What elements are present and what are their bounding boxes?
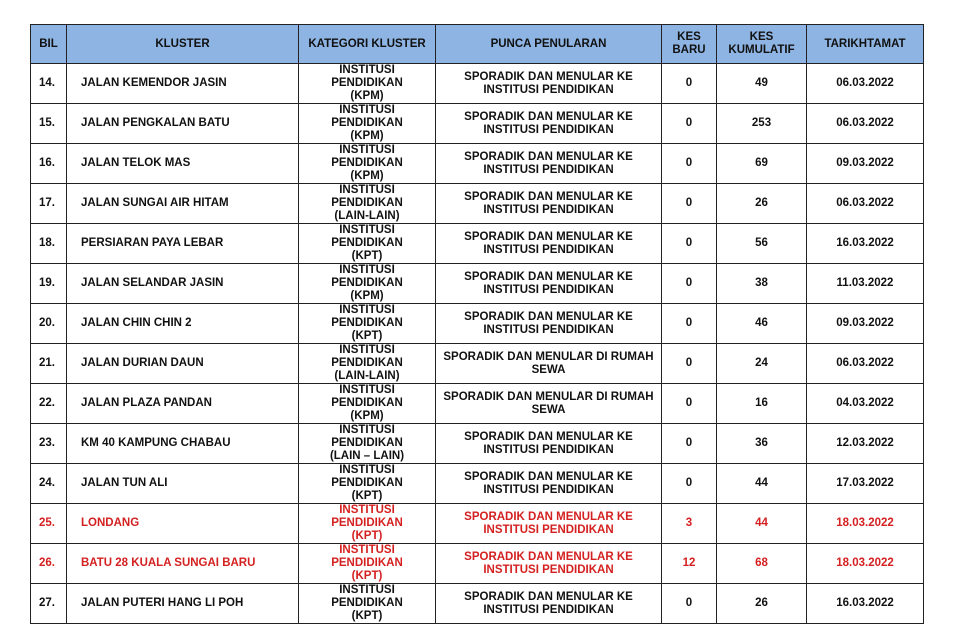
header-kategori: KATEGORI KLUSTER (299, 25, 436, 64)
tarikh-tamat-cell: 16.03.2022 (807, 224, 924, 264)
bil-cell: 21. (31, 344, 67, 384)
kluster-cell: JALAN DURIAN DAUN (67, 344, 299, 384)
kategori-cell-line: (LAIN-LAIN) (334, 210, 400, 222)
header-bil: BIL (31, 25, 67, 64)
kategori-cell-line: (KPT) (351, 330, 383, 342)
kategori-cell-line: (KPT) (351, 490, 383, 502)
table-row (31, 344, 924, 384)
kategori-cell (299, 304, 436, 344)
kes-kumulatif-cell: 69 (717, 144, 807, 184)
kes-baru-cell: 12 (662, 544, 717, 584)
header-kes-kumulatif: KES KUMULATIF (717, 25, 807, 64)
punca-cell-line: INSTITUSI PENDIDIKAN (483, 563, 614, 576)
header-tarikh-tamat: TARIKHTAMAT (807, 25, 924, 64)
kategori-cell-line: (KPM) (350, 90, 384, 102)
punca-cell-line: SPORADIK DAN MENULAR KE (464, 270, 633, 283)
punca-cell-line: SPORADIK DAN MENULAR KE (464, 150, 633, 163)
punca-cell-line: INSTITUSI PENDIDIKAN (483, 123, 614, 136)
punca-cell (436, 544, 662, 584)
kluster-cell: BATU 28 KUALA SUNGAI BARU (67, 544, 299, 584)
kes-baru-cell: 3 (662, 504, 717, 544)
kategori-cell-line: INSTITUSI PENDIDIKAN (331, 384, 403, 409)
kes-kumulatif-cell: 26 (717, 584, 807, 624)
table-row (31, 424, 924, 464)
punca-cell-line: INSTITUSI PENDIDIKAN (483, 243, 614, 256)
kes-baru-cell: 0 (662, 184, 717, 224)
kategori-cell (299, 264, 436, 304)
bil-cell: 17. (31, 184, 67, 224)
table-row (31, 464, 924, 504)
kes-baru-cell: 0 (662, 224, 717, 264)
bil-cell: 16. (31, 144, 67, 184)
kategori-cell-line: INSTITUSI PENDIDIKAN (331, 504, 403, 529)
kluster-cell: JALAN PENGKALAN BATU (67, 104, 299, 144)
kategori-cell (299, 224, 436, 264)
kategori-cell-line: (KPT) (351, 570, 383, 582)
punca-cell-line: INSTITUSI PENDIDIKAN (483, 323, 614, 336)
punca-cell-line: SPORADIK DAN MENULAR KE (464, 470, 633, 483)
kes-kumulatif-cell: 26 (717, 184, 807, 224)
bil-cell: 23. (31, 424, 67, 464)
kes-baru-cell: 0 (662, 424, 717, 464)
kategori-cell-line: (KPM) (350, 290, 384, 302)
table-row (31, 64, 924, 104)
kes-baru-cell: 0 (662, 264, 717, 304)
kategori-cell (299, 584, 436, 624)
kategori-cell-line: INSTITUSI PENDIDIKAN (331, 184, 403, 209)
bil-cell: 18. (31, 224, 67, 264)
kluster-cell: JALAN KEMENDOR JASIN (67, 64, 299, 104)
punca-cell-line: SPORADIK DAN MENULAR DI RUMAH (443, 350, 654, 363)
kes-kumulatif-cell: 44 (717, 504, 807, 544)
punca-cell (436, 184, 662, 224)
bil-cell: 25. (31, 504, 67, 544)
kes-baru-cell: 0 (662, 584, 717, 624)
kategori-cell-line: (KPM) (350, 130, 384, 142)
table-row (31, 184, 924, 224)
table-row (31, 384, 924, 424)
punca-cell (436, 64, 662, 104)
tarikh-tamat-cell: 18.03.2022 (807, 504, 924, 544)
punca-cell-line: SPORADIK DAN MENULAR KE (464, 550, 633, 563)
punca-cell (436, 104, 662, 144)
punca-cell-line: SPORADIK DAN MENULAR KE (464, 190, 633, 203)
punca-cell-line: INSTITUSI PENDIDIKAN (483, 163, 614, 176)
punca-cell-line: INSTITUSI PENDIDIKAN (483, 483, 614, 496)
kluster-cell: LONDANG (67, 504, 299, 544)
punca-cell-line: SPORADIK DAN MENULAR KE (464, 430, 633, 443)
kategori-cell-line: INSTITUSI PENDIDIKAN (331, 104, 403, 129)
punca-cell (436, 344, 662, 384)
punca-cell-line: SEWA (531, 363, 566, 376)
kes-baru-cell: 0 (662, 104, 717, 144)
punca-cell (436, 224, 662, 264)
kes-kumulatif-cell: 46 (717, 304, 807, 344)
punca-cell-line: SPORADIK DAN MENULAR KE (464, 510, 633, 523)
table-row (31, 544, 924, 584)
kluster-cell: JALAN SUNGAI AIR HITAM (67, 184, 299, 224)
punca-cell (436, 304, 662, 344)
header-row (31, 25, 924, 64)
kluster-cell: JALAN SELANDAR JASIN (67, 264, 299, 304)
kluster-cell: JALAN CHIN CHIN 2 (67, 304, 299, 344)
bil-cell: 20. (31, 304, 67, 344)
kes-baru-cell: 0 (662, 304, 717, 344)
punca-cell-line: SPORADIK DAN MENULAR DI RUMAH (443, 390, 654, 403)
kes-baru-cell: 0 (662, 344, 717, 384)
punca-cell-line: SPORADIK DAN MENULAR KE (464, 110, 633, 123)
cluster-table (30, 24, 924, 624)
tarikh-tamat-cell: 17.03.2022 (807, 464, 924, 504)
table-row (31, 144, 924, 184)
punca-cell (436, 584, 662, 624)
tarikh-tamat-cell: 06.03.2022 (807, 104, 924, 144)
bil-cell: 27. (31, 584, 67, 624)
kategori-cell (299, 184, 436, 224)
punca-cell (436, 264, 662, 304)
tarikh-tamat-cell: 06.03.2022 (807, 344, 924, 384)
punca-cell (436, 464, 662, 504)
punca-cell-line: INSTITUSI PENDIDIKAN (483, 283, 614, 296)
kategori-cell (299, 384, 436, 424)
tarikh-tamat-cell: 09.03.2022 (807, 144, 924, 184)
punca-cell-line: INSTITUSI PENDIDIKAN (483, 603, 614, 616)
kluster-cell: JALAN PUTERI HANG LI POH (67, 584, 299, 624)
kategori-cell-line: INSTITUSI PENDIDIKAN (331, 464, 403, 489)
punca-cell-line: INSTITUSI PENDIDIKAN (483, 443, 614, 456)
kluster-cell: JALAN PLAZA PANDAN (67, 384, 299, 424)
tarikh-tamat-cell: 06.03.2022 (807, 184, 924, 224)
bil-cell: 26. (31, 544, 67, 584)
punca-cell-line: INSTITUSI PENDIDIKAN (483, 523, 614, 536)
kategori-cell-line: (KPT) (351, 610, 383, 622)
header-kluster: KLUSTER (67, 25, 299, 64)
punca-cell (436, 384, 662, 424)
kategori-cell-line: INSTITUSI PENDIDIKAN (331, 424, 403, 449)
punca-cell-line: SPORADIK DAN MENULAR KE (464, 590, 633, 603)
kategori-cell-line: INSTITUSI PENDIDIKAN (331, 64, 403, 89)
punca-cell (436, 504, 662, 544)
kategori-cell (299, 504, 436, 544)
kategori-cell (299, 64, 436, 104)
kategori-cell-line: INSTITUSI PENDIDIKAN (331, 264, 403, 289)
kluster-cell: JALAN TELOK MAS (67, 144, 299, 184)
punca-cell-line: SPORADIK DAN MENULAR KE (464, 310, 633, 323)
punca-cell-line: SEWA (531, 403, 566, 416)
kategori-cell-line: INSTITUSI PENDIDIKAN (331, 544, 403, 569)
punca-cell (436, 144, 662, 184)
tarikh-tamat-cell: 16.03.2022 (807, 584, 924, 624)
kes-kumulatif-cell: 38 (717, 264, 807, 304)
kluster-cell: KM 40 KAMPUNG CHABAU (67, 424, 299, 464)
kes-baru-cell: 0 (662, 384, 717, 424)
tarikh-tamat-cell: 12.03.2022 (807, 424, 924, 464)
kategori-cell-line: INSTITUSI PENDIDIKAN (331, 144, 403, 169)
kes-kumulatif-cell: 44 (717, 464, 807, 504)
kategori-cell-line: (LAIN-LAIN) (334, 370, 400, 382)
kes-baru-cell: 0 (662, 64, 717, 104)
bil-cell: 14. (31, 64, 67, 104)
bil-cell: 19. (31, 264, 67, 304)
punca-cell-line: INSTITUSI PENDIDIKAN (483, 203, 614, 216)
kes-kumulatif-cell: 68 (717, 544, 807, 584)
kategori-cell-line: INSTITUSI PENDIDIKAN (331, 304, 403, 329)
kes-kumulatif-cell: 56 (717, 224, 807, 264)
table-row (31, 504, 924, 544)
table-row (31, 584, 924, 624)
kategori-cell (299, 344, 436, 384)
table-row (31, 104, 924, 144)
kes-kumulatif-cell: 24 (717, 344, 807, 384)
tarikh-tamat-cell: 09.03.2022 (807, 304, 924, 344)
kes-kumulatif-cell: 16 (717, 384, 807, 424)
kategori-cell (299, 424, 436, 464)
kategori-cell (299, 104, 436, 144)
kluster-cell: PERSIARAN PAYA LEBAR (67, 224, 299, 264)
kes-baru-cell: 0 (662, 144, 717, 184)
punca-cell-line: INSTITUSI PENDIDIKAN (483, 83, 614, 96)
table-body (31, 64, 924, 624)
kes-kumulatif-cell: 253 (717, 104, 807, 144)
kes-kumulatif-cell: 49 (717, 64, 807, 104)
kategori-cell-line: INSTITUSI PENDIDIKAN (331, 344, 403, 369)
kategori-cell (299, 464, 436, 504)
kes-baru-cell: 0 (662, 464, 717, 504)
table-row (31, 224, 924, 264)
table-row (31, 304, 924, 344)
kategori-cell-line: (LAIN – LAIN) (329, 450, 405, 462)
tarikh-tamat-cell: 11.03.2022 (807, 264, 924, 304)
kategori-cell-line: (KPT) (351, 530, 383, 542)
bil-cell: 24. (31, 464, 67, 504)
tarikh-tamat-cell: 18.03.2022 (807, 544, 924, 584)
header-punca: PUNCA PENULARAN (436, 25, 662, 64)
kategori-cell-line: (KPT) (351, 250, 383, 262)
header-kes-baru: KES BARU (662, 25, 717, 64)
kategori-cell (299, 144, 436, 184)
bil-cell: 22. (31, 384, 67, 424)
tarikh-tamat-cell: 06.03.2022 (807, 64, 924, 104)
punca-cell-line: SPORADIK DAN MENULAR KE (464, 70, 633, 83)
bil-cell: 15. (31, 104, 67, 144)
kategori-cell (299, 544, 436, 584)
table-row (31, 264, 924, 304)
kluster-cell: JALAN TUN ALI (67, 464, 299, 504)
kategori-cell-line: (KPM) (350, 410, 384, 422)
kategori-cell-line: (KPM) (350, 170, 384, 182)
punca-cell-line: SPORADIK DAN MENULAR KE (464, 230, 633, 243)
kategori-cell-line: INSTITUSI PENDIDIKAN (331, 224, 403, 249)
punca-cell (436, 424, 662, 464)
tarikh-tamat-cell: 04.03.2022 (807, 384, 924, 424)
kategori-cell-line: INSTITUSI PENDIDIKAN (331, 584, 403, 609)
kes-kumulatif-cell: 36 (717, 424, 807, 464)
